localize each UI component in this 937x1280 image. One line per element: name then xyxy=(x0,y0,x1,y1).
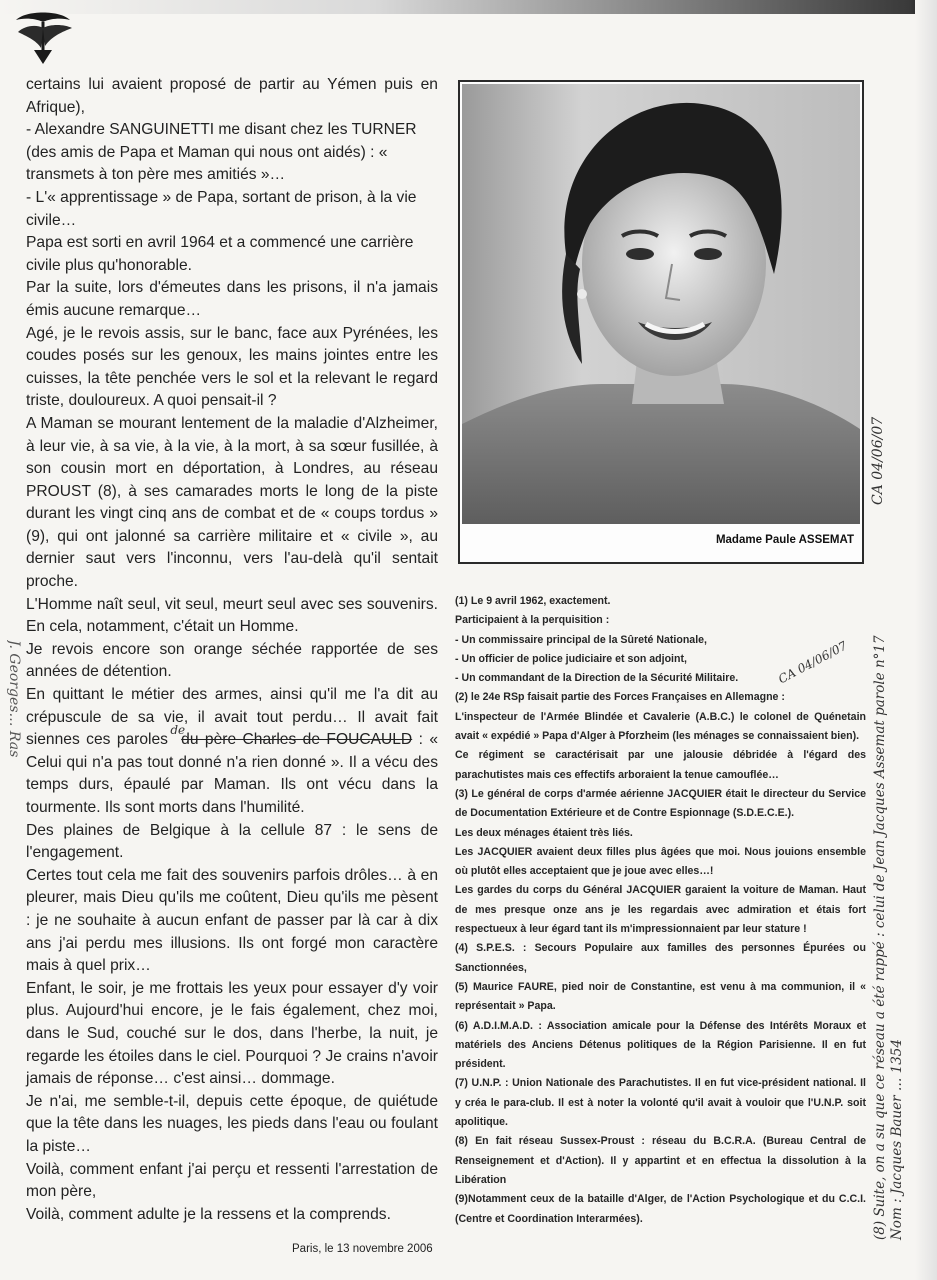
text-paragraph: certains lui avaient proposé de partir au Yémen puis en Afrique), xyxy=(26,76,438,116)
handwritten-correction: de xyxy=(170,723,186,738)
scan-top-edge xyxy=(0,0,937,14)
foucauld-text-after: : « Celui qui n'a pas tout donné n'a rien donné ». Il a vécu des temps durs, épaulé par Maman. Ils ont vécu dans la tourmente. Ils sont morts dans l'humilité. xyxy=(26,731,438,816)
text-paragraph: Enfant, le soir, je me frottais les yeux pour essayer d'y voir plus. Aujourd'hui encore, je le fais également, chez moi, dans le Sud, couché sur le dos, dans l'herbe, la nuit, je regarde les étoiles dans le ciel. Pourquoi ? Je crains n'avoir jamais de réponse… c'est ainsi… dommage. xyxy=(26,979,438,1088)
footnote-line: (8) En fait réseau Sussex-Proust : réseau du B.C.R.A. (Bureau Central de Renseignement et d'Action). Il y appartint et en effectua la dissolution à la Libération xyxy=(455,1135,866,1186)
text-paragraph: - L'« apprentissage » de Papa, sortant de prison, à la vie civile… xyxy=(26,188,417,229)
footnote-line: Participaient à la perquisition : xyxy=(455,614,610,627)
footnote-line: - Un commissaire principal de la Sûreté Nationale, xyxy=(455,633,707,646)
footnote-line: Les JACQUIER avaient deux filles plus âgées que moi. Nous jouions ensemble où plutôt elles acceptaient que je joue avec elles…! xyxy=(455,845,866,878)
footnotes-column xyxy=(455,592,866,1229)
footnote-line: (1) Le 9 avril 1962, exactement. xyxy=(455,595,611,607)
footnote-line: (9)Notamment ceux de la bataille d'Alger, de l'Action Psychologique et du C.C.I. (Centre et Coordination Interarmées). xyxy=(455,1193,866,1225)
handwritten-right-margin-line: Nom : Jacques Bauer … 1354 xyxy=(889,1039,905,1240)
footnote-line: L'inspecteur de l'Armée Blindée et Cavalerie (A.B.C.) le colonel de Quénetain avait « expédié » Papa d'Alger à Pforzheim (les ménages se connaissaient bien). xyxy=(455,710,866,743)
footnote-line: (4) S.P.E.S. : Secours Populaire aux familles des personnes Épurées ou Sanctionnées, xyxy=(455,942,866,974)
footnote-line: - Un commandant de la Direction de la Sécurité Militaire. xyxy=(455,672,739,685)
footnote-line: - Un officier de police judiciaire et son adjoint, xyxy=(455,652,687,665)
footnote-line: Ce régiment se caractérisait par une jalousie débridée à l'égard des parachutistes mais ces effectifs arboraient la tenue camouflée… xyxy=(455,749,866,781)
paratrooper-wing-emblem-icon xyxy=(12,6,74,66)
text-paragraph: Certes tout cela me fait des souvenirs parfois drôles… à en pleurer, mais Dieu qu'ils me coûtent, Dieu qu'ils me pèsent : je ne souhaite à aucun enfant de passer par là car à dix ans j'ai perdu mes illusions. Ils ont forgé mon caractère mais à quel prix… xyxy=(26,866,438,975)
footnote-line: Les deux ménages étaient très liés. xyxy=(455,826,633,839)
portrait-photo-frame xyxy=(458,80,864,564)
footnote-line: (7) U.N.P. : Union Nationale des Parachutistes. Il en fut vice-président national. Il y créa le para-club. Il est à noter la volonté qu'il avait à vouloir que l'U.N.P. soit apolitique. xyxy=(455,1077,866,1129)
text-paragraph: Agé, je le revois assis, sur le banc, face aux Pyrénées, les coudes posés sur les genoux, les mains jointes entre les cuisses, la tête penchée vers le sol et la relevant le regard triste, douloureux. A quoi pensait-il ? xyxy=(26,324,438,410)
text-paragraph: Par la suite, lors d'émeutes dans les prisons, il n'a jamais émis aucune remarque… xyxy=(26,279,438,319)
foucauld-paragraph xyxy=(26,684,438,820)
struck-text: du père Charles de FOUCAULD xyxy=(181,731,413,749)
footnote-line: (3) Le général de corps d'armée aérienne JACQUIER était le directeur du Service de Documentation Extérieure et de Contre Espionnage (S.D.E.C.E.). xyxy=(455,787,866,820)
handwritten-initials-top: CA 04/06/07 xyxy=(870,416,886,505)
footnote-line: Les gardes du corps du Général JACQUIER garaient la voiture de Maman. Haut de mes presque onze ans je les regardais avec admiration et étais fort respectueux à leur égard tant ils m'impressionnaient par leur stature ! xyxy=(455,884,866,936)
text-paragraph: Des plaines de Belgique à la cellule 87 : le sens de l'engagement. xyxy=(26,821,438,862)
foucauld-text-before: En quittant le métier des armes, ainsi qu'il me l'a dit au crépuscule de sa vie, il avait tout perdu… Il avait fait siennes ces paroles xyxy=(26,686,438,749)
text-paragraph: Je n'ai, me semble-t-il, depuis cette époque, de quiétude que la tête dans les nuages, les pieds dans l'eau ou foulant la piste… xyxy=(26,1092,438,1155)
handwritten-initials-middle: CA 04/06/07 xyxy=(776,638,850,687)
footnote-line: (6) A.D.I.M.A.D. : Association amicale pour la Défense des Intérêts Moraux et matériels des Anciens Détenus politiques de la Région Parisienne. Il en fut président. xyxy=(455,1019,866,1071)
footnote-line: (5) Maurice FAURE, pied noir de Constantine, est venu à ma communion, il « représentait » Papa. xyxy=(455,980,866,1013)
text-paragraph: L'Homme naît seul, vit seul, meurt seul avec ses souvenirs. En cela, notamment, c'était un Homme. xyxy=(26,595,438,636)
text-paragraph: Papa est sorti en avril 1964 et a commencé une carrière civile plus qu'honorable. xyxy=(26,234,414,274)
photo-caption: Madame Paule ASSEMAT xyxy=(715,534,854,546)
handwritten-right-margin-note xyxy=(872,635,912,1240)
main-text-column xyxy=(26,74,438,1226)
text-paragraph: - Alexandre SANGUINETTI me disant chez les TURNER (des amis de Papa et Maman qui nous ont aidés) : « transmets à ton père mes amitiés »… xyxy=(26,121,417,184)
footnote-line: (2) le 24e RSp faisait partie des Forces Françaises en Allemagne : xyxy=(455,691,785,704)
text-paragraph: Voilà, comment enfant j'ai perçu et ressenti l'arrestation de mon père, xyxy=(26,1160,438,1201)
text-paragraph: A Maman se mourant lentement de la maladie d'Alzheimer, à leur vie, à sa vie, à la vie, à la mort, à sa sœur fusillée, à son cousin mort en déportation, à Londres, au réseau PROUST (8), à ses camarades morts le long de la piste durant les vingt cinq ans de combat et de « coups tordus » (9), qui ont jalonné sa carrière militaire et « civile », au dernier saut vers l'inconnu, vers l'au-delà qu'il sentait proche. xyxy=(26,414,438,591)
text-paragraph: Je revois encore son orange séchée rapportée de ses années de détention. xyxy=(26,640,438,681)
handwritten-left-margin-note xyxy=(0,640,28,860)
text-paragraph: Voilà, comment adulte je la ressens et la comprends. xyxy=(26,1205,391,1223)
portrait-photo xyxy=(462,84,860,524)
handwritten-right-margin-line: (8) Suite, on a su que ce réseau a été rappé : celui de Jean Jacques Assemat parole n°17 xyxy=(872,635,888,1240)
date-signature-line: Paris, le 13 novembre 2006 xyxy=(292,1243,433,1255)
scan-right-edge xyxy=(915,0,937,1280)
handwritten-left-margin-text: J. Georges… Ras xyxy=(6,640,22,758)
